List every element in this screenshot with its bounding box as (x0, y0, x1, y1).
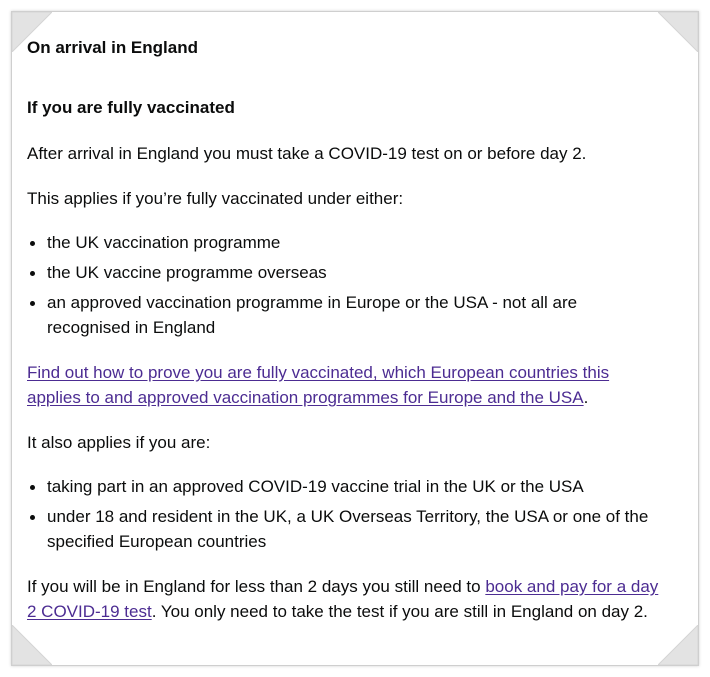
content-area (27, 36, 663, 624)
list-item: the UK vaccine programme overseas (27, 260, 663, 285)
section-heading: On arrival in England (27, 38, 198, 57)
vaccination-programme-list (27, 230, 663, 340)
day2-text-before: If you will be in England for less than 2 days you still need to (27, 577, 486, 596)
book-day2-test-link[interactable]: book and pay for a day 2 COVID-19 test (27, 577, 659, 621)
corner-fold-top-right (658, 12, 698, 52)
paragraph-test-requirement: After arrival in England you must take a COVID-19 test on or before day 2. (27, 144, 587, 163)
list-item: an approved vaccination programme in Europe or the USA - not all are recognised in England (27, 290, 663, 340)
prove-vaccination-link[interactable]: Find out how to prove you are fully vaccinated, which European countries this applies to and approved vaccination programmes for Europe and the USA (27, 363, 610, 407)
list-item: taking part in an approved COVID-19 vaccine trial in the UK or the USA (27, 474, 663, 499)
corner-fold-bottom-left (12, 625, 52, 665)
day2-text-after: . You only need to take the test if you are still in England on day 2. (151, 602, 648, 621)
paragraph-also-applies: It also applies if you are: (27, 433, 211, 452)
screenshot-frame (11, 11, 699, 666)
also-applies-list (27, 474, 663, 554)
link-suffix: . (583, 388, 589, 407)
paragraph-applies-if: This applies if you’re fully vaccinated under either: (27, 189, 404, 208)
list-item: under 18 and resident in the UK, a UK Overseas Territory, the USA or one of the specified European countries (27, 504, 663, 554)
corner-fold-bottom-right (658, 625, 698, 665)
list-item: the UK vaccination programme (27, 230, 663, 255)
sub-heading: If you are fully vaccinated (27, 98, 235, 117)
paragraph-proof-link (27, 360, 663, 410)
paragraph-day2-test (27, 574, 663, 624)
